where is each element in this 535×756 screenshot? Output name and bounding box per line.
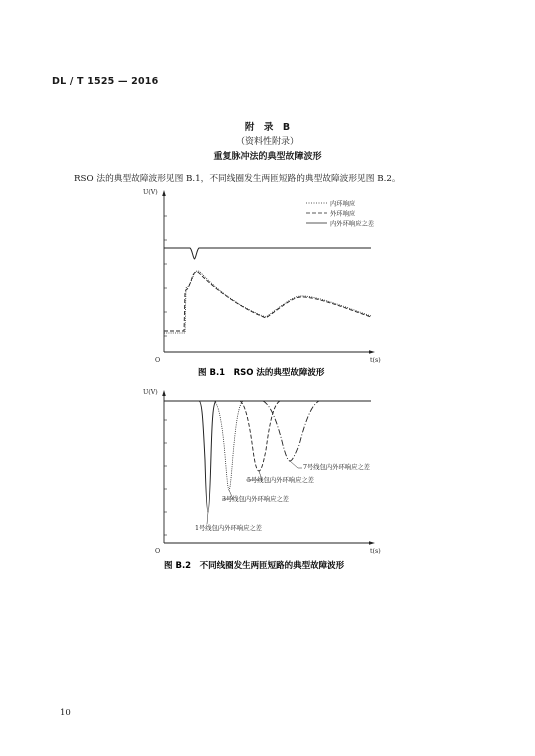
b2-coil5-trace: [240, 401, 280, 471]
b1-x-label: t(s): [370, 357, 381, 364]
b1-x-arrow: [369, 350, 375, 354]
b1-legend-outer: 外环响应: [330, 210, 356, 218]
b2-y-label: U(V): [143, 389, 158, 396]
figure-b2: [143, 389, 381, 571]
b1-y-label: U(V): [143, 189, 158, 196]
b2-coil7-trace: [263, 401, 319, 461]
b1-legend-inner: 内环响应: [330, 200, 356, 208]
b2-annotation-coil5: 5号线包内外环响应之差: [247, 477, 314, 484]
b1-origin: O: [155, 357, 161, 364]
b1-caption: 图 B.1 RSO 法的典型故障波形: [198, 368, 325, 378]
b2-origin: O: [155, 548, 161, 555]
b2-leader-lines: [207, 461, 302, 524]
b2-caption: 图 B.2 不同线圈发生两匝短路的典型故障波形: [164, 561, 345, 571]
b2-y-arrow: [162, 390, 166, 396]
appendix-heading: 重复脉冲法的典型故障波形: [213, 152, 322, 162]
b2-x-arrow: [369, 541, 375, 545]
appendix-title: 附 录 B: [244, 122, 291, 133]
b1-inner-response: [164, 271, 371, 333]
figure-b1: [143, 189, 381, 378]
b1-outer-response: [164, 272, 371, 331]
b2-x-label: t(s): [370, 548, 381, 555]
document-id: DL / T 1525 — 2016: [52, 76, 159, 87]
b1-legend-diff: 内外环响应之差: [330, 220, 375, 228]
b2-coil3-trace: [214, 401, 243, 490]
b1-difference-trace: [164, 248, 371, 259]
appendix-subtitle: （资料性附录）: [235, 137, 299, 147]
page-number: 10: [60, 708, 71, 718]
b2-annotation-coil7: 7号线包内外环响应之差: [303, 464, 370, 471]
b1-y-arrow: [162, 190, 166, 196]
b2-coil1-trace: [199, 401, 216, 512]
body-paragraph: RSO 法的典型故障波形见图 B.1，不同线圈发生两匝短路的典型故障波形见图 B.2。: [74, 174, 401, 184]
b2-annotation-coil3: 3号线包内外环响应之差: [222, 496, 289, 503]
b2-annotation-coil1: 1号线包内外环响应之差: [195, 525, 262, 532]
